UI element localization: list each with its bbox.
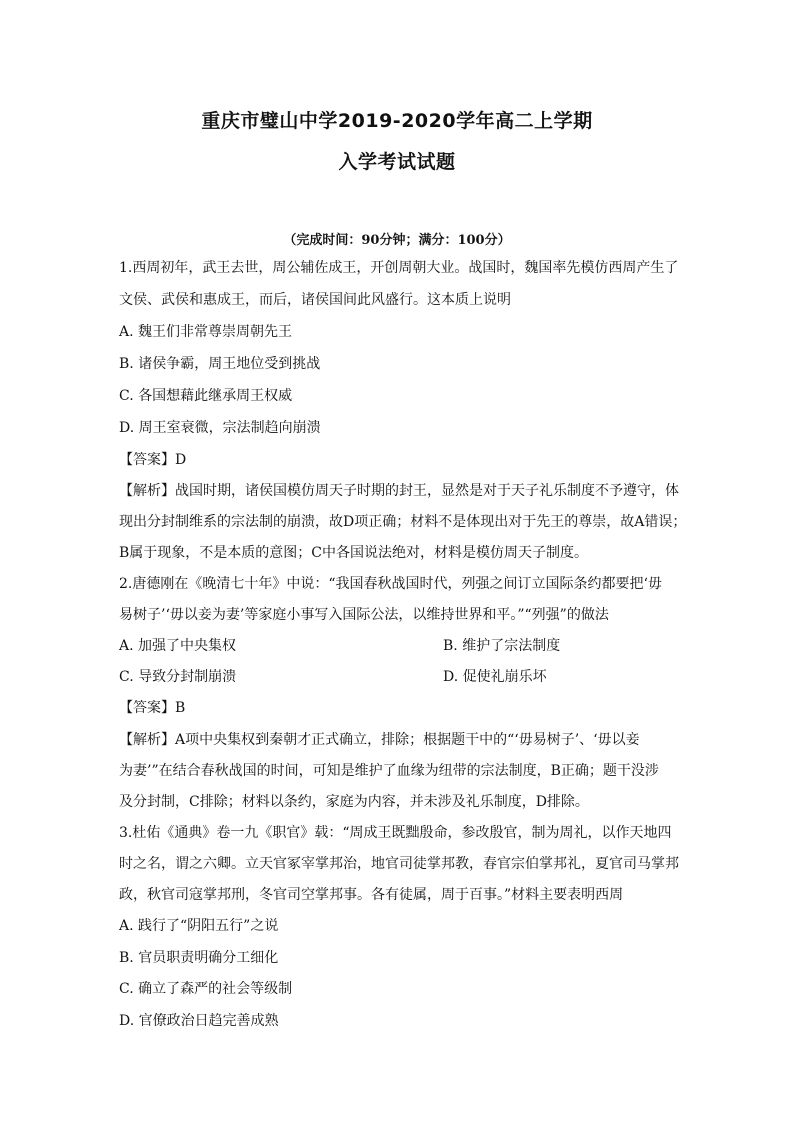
- q3-option-b: B. 官员职责明确分工细化: [119, 950, 279, 966]
- q2-answer: 【答案】B: [119, 700, 186, 716]
- q2-option-c: C. 导致分封制崩溃: [119, 669, 237, 685]
- page-title-second-line: 入学考试试题: [338, 151, 456, 173]
- q2-option-b: B. 维护了宗法制度: [443, 638, 561, 654]
- q3-option-c: C. 确立了森严的社会等级制: [119, 981, 293, 997]
- q1-option-d: D. 周王室衰微，宗法制趋向崩溃: [119, 420, 321, 436]
- q1-analysis-line: B属于现象，不是本质的意图；C中各国说法绝对，材料是模仿周天子制度。: [119, 545, 588, 561]
- q3-option-d: D. 官僚政治日趋完善成熟: [119, 1013, 279, 1029]
- q3-stem-line: 政，秋官司寇掌邦刑，冬官司空掌邦事。各有徒属，周于百事。”材料主要表明西周: [119, 887, 624, 903]
- q1-stem-line: 文侯、武侯和惠成王，而后，诸侯国间此风盛行。这本质上说明: [119, 292, 511, 308]
- q3-option-a: A. 践行了“阴阳五行”之说: [119, 918, 279, 934]
- q2-analysis-line: 为妻’”在结合春秋战国的时间，可知是维护了血缘为纽带的宗法制度，B正确；题干没涉: [119, 763, 659, 779]
- q2-option-d: D. 促使礼崩乐坏: [443, 669, 547, 685]
- q1-analysis-line: 【解析】战国时期，诸侯国模仿周天子时期的封王，显然是对于天子礼乐制度不予遵守，体: [119, 483, 679, 499]
- q1-option-a: A. 魏王们非常尊崇周朝先王: [119, 324, 293, 340]
- q1-option-c: C. 各国想藉此继承周王权威: [119, 388, 293, 404]
- q2-analysis-line: 及分封制，C排除；材料以条约，家庭为内容，并未涉及礼乐制度，D排除。: [119, 794, 589, 810]
- q2-analysis-line: 【解析】A项中央集权到秦朝才正式确立，排除；根据题干中的“‘毋易树子’、‘毋以妾: [119, 732, 640, 748]
- q1-stem-line: 1.西周初年，武王去世，周公辅佐成王，开创周朝大业。战国时，魏国率先模仿西周产生了: [119, 260, 679, 276]
- page-title: 重庆市璧山中学2019-2020学年高二上学期: [201, 110, 593, 132]
- q1-analysis-line: 现出分封制维系的宗法制的崩溃，故D项正确；材料不是体现出对于先王的尊崇，故A错误；: [119, 514, 687, 530]
- q2-option-a: A. 加强了中央集权: [119, 638, 237, 654]
- q1-option-b: B. 诸侯争霸，周王地位受到挑战: [119, 356, 321, 372]
- q2-stem-line: 2.唐德刚在《晚清七十年》中说：“我国春秋战国时代，列强之间订立国际条约都要把‘毋: [119, 576, 662, 592]
- q3-stem-line: 3.杜佑《通典》卷一九《职官》载：“周成王既黜殷命，参改殷官，制为周礼，以作天地四: [119, 825, 672, 841]
- q2-stem-line: 易树子’‘毋以妾为妻’等家庭小事写入国际公法，以维持世界和平。”“列强”的做法: [119, 607, 609, 623]
- exam-time-and-score: （完成时间：90分钟；满分：100分）: [283, 233, 511, 248]
- q1-answer: 【答案】D: [119, 452, 187, 468]
- q3-stem-line: 时之名，谓之六卿。立天官冢宰掌邦治，地官司徒掌邦教，春官宗伯掌邦礼，夏官司马掌邦: [119, 856, 679, 872]
